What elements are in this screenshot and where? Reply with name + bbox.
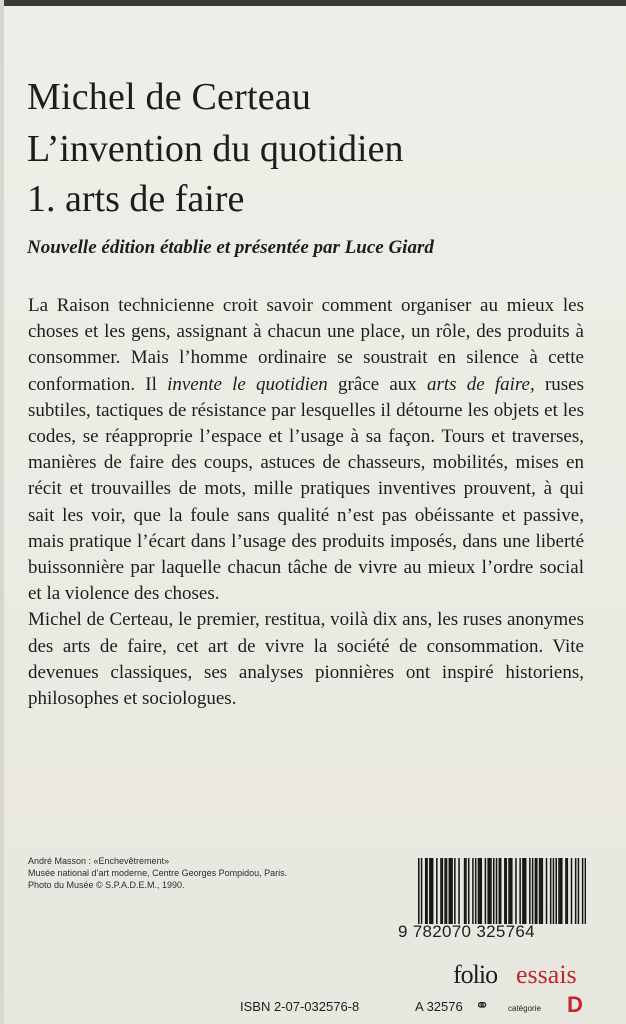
barcode-bar [522, 858, 524, 924]
barcode-bar [478, 858, 480, 924]
barcode-bar [553, 858, 555, 924]
barcode-digits: 9 782070 325764 [398, 922, 535, 941]
barcode-bar [504, 858, 506, 924]
barcode-bar [450, 858, 452, 924]
blurb-text-run: La Raison technicienne croit savoir comment organiser au mieux les choses et les gens, assignant à chacun une place, un rôle, des produits à consommer. Mais l’homme ordinaire se soustrait en silence à cette conformation. Il [28, 295, 584, 395]
category-letter: D [567, 992, 583, 1017]
barcode-bar [426, 858, 428, 924]
barcode-bar [560, 858, 562, 924]
barcode-bar [458, 858, 460, 924]
barcode-bar [555, 858, 557, 924]
barcode-bar [485, 858, 487, 924]
barcode-bar [505, 858, 507, 924]
barcode-bar [493, 858, 495, 924]
barcode-bar [451, 858, 453, 924]
barcode-bar [499, 858, 501, 924]
barcode-bar [578, 858, 580, 924]
barcode-bar [515, 858, 517, 924]
folio-logo: folio [453, 960, 498, 989]
barcode-bar [510, 858, 512, 924]
barcode-bar [542, 858, 544, 924]
blurb-emphasis: invente le quotidien [167, 373, 328, 395]
barcode-bar [479, 858, 481, 924]
barcode-bar [432, 858, 434, 924]
barcode-bar [446, 858, 448, 924]
barcode-bar [436, 858, 438, 924]
catalog-code: A 32576 [415, 999, 463, 1014]
essais-logo: essais [516, 960, 577, 989]
barcode-bar [525, 858, 527, 924]
barcode-bar [582, 858, 584, 924]
barcode-bar [519, 858, 521, 924]
barcode-bar [508, 858, 510, 924]
barcode-bar [550, 858, 552, 924]
blurb-emphasis: arts de faire [426, 373, 530, 395]
barcode-bar [429, 858, 431, 924]
barcode-bar [444, 858, 446, 924]
cover-top-edge [0, 0, 626, 6]
barcode-bar [431, 858, 433, 924]
barcode-image [418, 858, 586, 924]
barcode-bar [536, 858, 538, 924]
barcode-bar [472, 858, 474, 924]
barcode-bar [511, 858, 513, 924]
barcode-bar [546, 858, 548, 924]
barcode-bar [454, 858, 456, 924]
author-name: Michel de Certeau [27, 76, 312, 118]
barcode-bar [539, 858, 541, 924]
barcode-bar [535, 858, 537, 924]
barcode-bar [418, 858, 420, 924]
barcode-bar [475, 858, 477, 924]
barcode-bar [487, 858, 489, 924]
barcode-bar [465, 858, 467, 924]
blurb-text-run: , ruses subtiles, tactiques de résistance par lesquelles il détourne les objets et les codes, se réapproprie l’espace et l’usage à sa façon. Tours et traverses, manières de faire des coups, astuces de chasseurs, mobilités, mises en récit et trouvailles de mots, mille pratiques inventives prouvent, à qui sait les voir, que la foule sans qualité n’est pas obéissante et passive, mais pratique l’écart dans l’usage des produits imposés, dans une liberté buissonnière par laquelle chacun tâche de vivre au mieux l’ordre social et la violence des choses. [28, 373, 584, 605]
barcode-bar [480, 858, 482, 924]
isbn-number: ISBN 2-07-032576-8 [240, 999, 360, 1014]
barcode-bar [567, 858, 569, 924]
book-title: L’invention du quotidien [27, 128, 404, 170]
edition-note: Nouvelle édition établie et présentée par Luce Giard [27, 237, 434, 258]
cover-left-edge [0, 0, 4, 1024]
blurb-paragraph-2: Michel de Certeau, le premier, restitua, voilà dix ans, les ruses anonymes des arts de faire, cet art de vivre la société de consommation. Vite devenues classiques, ses analyses pionnières ont inspiré historiens, philosophes et sociologues. [28, 609, 584, 710]
barcode-bar [489, 858, 491, 924]
barcode-bar [425, 858, 427, 924]
barcode-bar [558, 858, 560, 924]
publisher-mark-icon: ⚭ [475, 996, 490, 1016]
barcode-bar [585, 858, 586, 924]
barcode-bar [468, 858, 470, 924]
credit-line: Photo du Musée © S.P.A.D.E.M., 1990. [28, 880, 185, 890]
barcode-bar [529, 858, 531, 924]
volume-title: 1. arts de faire [27, 178, 245, 220]
barcode-bar [500, 858, 502, 924]
category-label: catégorie [508, 1004, 541, 1013]
barcode-bar [575, 858, 577, 924]
blurb-text-run: grâce aux [327, 373, 427, 395]
barcode-bar [490, 858, 492, 924]
barcode-bar [540, 858, 542, 924]
credit-line: André Masson : «Enchevêtrement» [28, 856, 170, 866]
barcode-bar [464, 858, 466, 924]
barcode-bar [524, 858, 526, 924]
barcode-bar [532, 858, 534, 924]
barcode-bar [496, 858, 498, 924]
barcode-bar [442, 858, 444, 924]
barcode-bar [440, 858, 442, 924]
credit-line: Musée national d’art moderne, Centre Georges Pompidou, Paris. [28, 868, 288, 878]
barcode-bar [449, 858, 451, 924]
barcode-bar [571, 858, 573, 924]
blurb-paragraph-1 [28, 293, 584, 607]
blurb-text [28, 293, 584, 712]
image-credit [28, 855, 287, 891]
barcode-bar [421, 858, 423, 924]
barcode-bar [565, 858, 567, 924]
barcode-bar [561, 858, 563, 924]
